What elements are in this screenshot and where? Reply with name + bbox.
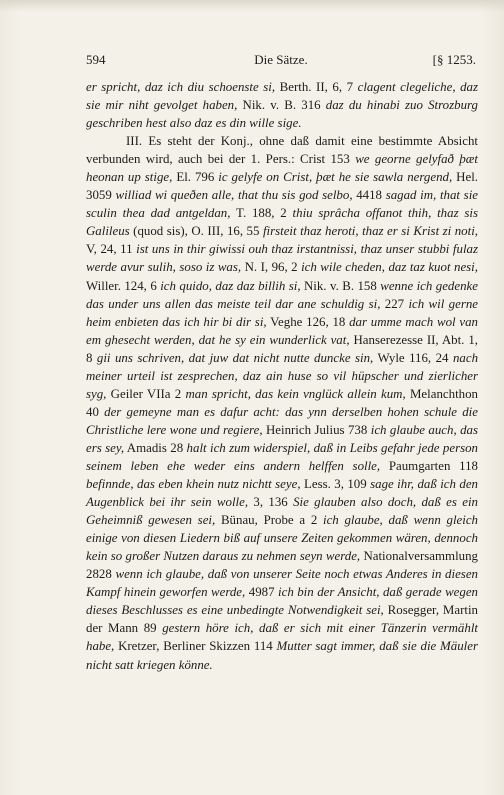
citation-text: Amadis 28: [124, 440, 187, 455]
quotation-text: befinnde, das eben khein nutz nichtt seye,: [86, 477, 301, 492]
quotation-text: firsteit thaz heroti, thaz er si Krist zi noti,: [262, 224, 478, 239]
quotation-text: Mutter sagt immer, daß sie die Mäuler nicht satt kriegen könne.: [86, 639, 478, 672]
page-number: 594: [86, 52, 106, 67]
quotation-text: williad wi queðen alle, that thu sis god selbo,: [115, 188, 353, 203]
citation-text: N. I, 96, 2: [241, 260, 302, 275]
quotation-text: sagad im, that sie sculin thea dad antgeldan,: [86, 188, 478, 221]
quotation-text: wenne ich gedenke das under uns allen das meiste teil dar ane schuldig si,: [86, 278, 478, 311]
quotation-text: ich glaube auch, das ers sey,: [86, 422, 478, 455]
quotation-text: er spricht, daz ich diu schoenste si,: [86, 80, 276, 94]
quotation-text: ic gelyfe on Crist, þæt he sie sawla nergend,: [218, 170, 453, 185]
section-reference: [§ 1253.: [432, 52, 476, 67]
citation-text: T. 188, 2: [230, 206, 293, 221]
citation-text: Wyle 116, 24: [373, 350, 453, 365]
citation-text: Kretzer, Berliner Skizzen 114: [114, 639, 277, 654]
body-text: [86, 78, 478, 674]
running-header: [86, 52, 476, 70]
quotation-text: der gemeyne man es dafur acht: das ynn derselben hohen schule die Christliche lere wone und regiere,: [86, 404, 478, 437]
quotation-text: wenn ich glaube, daß von unserer Seite noch etwas Anderes in diesen Kampf hinein geworfen werde,: [86, 567, 478, 600]
citation-text: V, 24, 11: [86, 242, 137, 257]
running-title: Die Sätze.: [254, 52, 308, 67]
citation-text: Melanchthon 40: [86, 386, 478, 419]
citation-text: Heinrich Julius 738: [262, 422, 371, 437]
quotation-text: gestern höre ich, daß er sich mit einer Tänzerin vermählt habe,: [86, 621, 478, 654]
quotation-text: ich wil gerne heim enbieten das ich hir bi dir si,: [86, 296, 478, 329]
citation-text: Veghe 126, 18: [266, 314, 350, 329]
quotation-text: ich bin der Ansicht, daß gerade wegen dieses Beschlusses es eine unbedingte Notwendigkeit sei,: [86, 585, 478, 618]
quotation-text: dar umme mach wol van em ghesecht werden, dat he sy ein wunderlick vat,: [86, 314, 478, 347]
citation-text: Berth. II, 6, 7: [275, 80, 358, 94]
citation-text: 227: [380, 296, 409, 311]
citation-text: 3, 136: [248, 495, 294, 510]
citation-text: 4987: [245, 585, 279, 600]
citation-text: 4418: [352, 188, 386, 203]
citation-text: Rosegger, Martin der Mann 89: [86, 603, 478, 636]
citation-text: Less. 3, 109: [300, 477, 371, 492]
citation-text: Bünau, Probe a 2: [215, 513, 323, 528]
citation-text: III. Es steht der Konj., ohne daß damit eine bestimmte Absicht verbunden wird, auch bei der 1. Pers.: Crist 153: [86, 134, 478, 167]
citation-text: Geiler VIIa 2: [106, 386, 186, 401]
quotation-text: daz du hinabi zuo Strozburg geschriben hest also daz es din wille sige.: [86, 98, 478, 131]
quotation-text: halt ich zum widerspiel, daß in Leibs gefahr jede person seinem leben ehe weder eins andern helffen solle,: [86, 440, 478, 473]
citation-text: Nik. v. B. 158: [300, 278, 381, 293]
citation-text: Nationalversammlung 2828: [86, 549, 478, 582]
quotation-text: ich wile cheden, daz taz kuot nesi,: [301, 260, 478, 275]
quotation-text: thiu sprâcha offanot thih, thaz sis Galileus: [86, 206, 478, 239]
citation-text: Willer. 124, 6: [86, 278, 161, 293]
quotation-text: ist uns in thir giwissi ouh thaz irstantnissi, thaz unser stubbi fulaz werde avur sulih, soso iz was,: [86, 242, 478, 275]
quotation-text: we georne gelyfað þæt heonan up stige,: [86, 152, 478, 185]
citation-text: El. 796: [172, 170, 219, 185]
quotation-text: sage ihr, daß ich den Augenblick bei ihr sein wolle,: [86, 477, 478, 510]
quotation-text: man spricht, das kein vnglück allein kum,: [185, 386, 406, 401]
quotation-text: clagent clegeliche, daz sie mir niht gevolget haben,: [86, 80, 478, 113]
page-edge-shadow: [0, 0, 504, 12]
citation-text: Hanserezesse II, Abt. 1, 8: [86, 332, 478, 365]
citation-text: Paumgarten 118: [380, 458, 479, 473]
quotation-text: ich glaube, daß wenn gleich einige von diesen Liedern biß auf unsere Zeiten gekommen wären, dennoch kein so großer Nutzen daraus zu nehmen seyn werde,: [86, 513, 479, 564]
citation-text: Hel. 3059: [86, 170, 479, 203]
paragraph: [86, 132, 478, 673]
paragraph: [86, 78, 478, 132]
quotation-text: ich quido, daz daz billih si,: [160, 278, 301, 293]
quotation-text: gii uns schriven, dat juw dat nicht nutte duncke sin,: [96, 350, 374, 365]
quotation-text: Sie glauben also doch, daß es ein Geheimniß gewesen sei,: [86, 495, 478, 528]
citation-text: Nik. v. B. 316: [237, 98, 326, 113]
quotation-text: nach meiner urteil ist zesprechen, daz ain huse so vil hüpscher und zierlicher syg,: [86, 350, 479, 401]
citation-text: (quod sis), O. III, 16, 55: [129, 224, 263, 239]
